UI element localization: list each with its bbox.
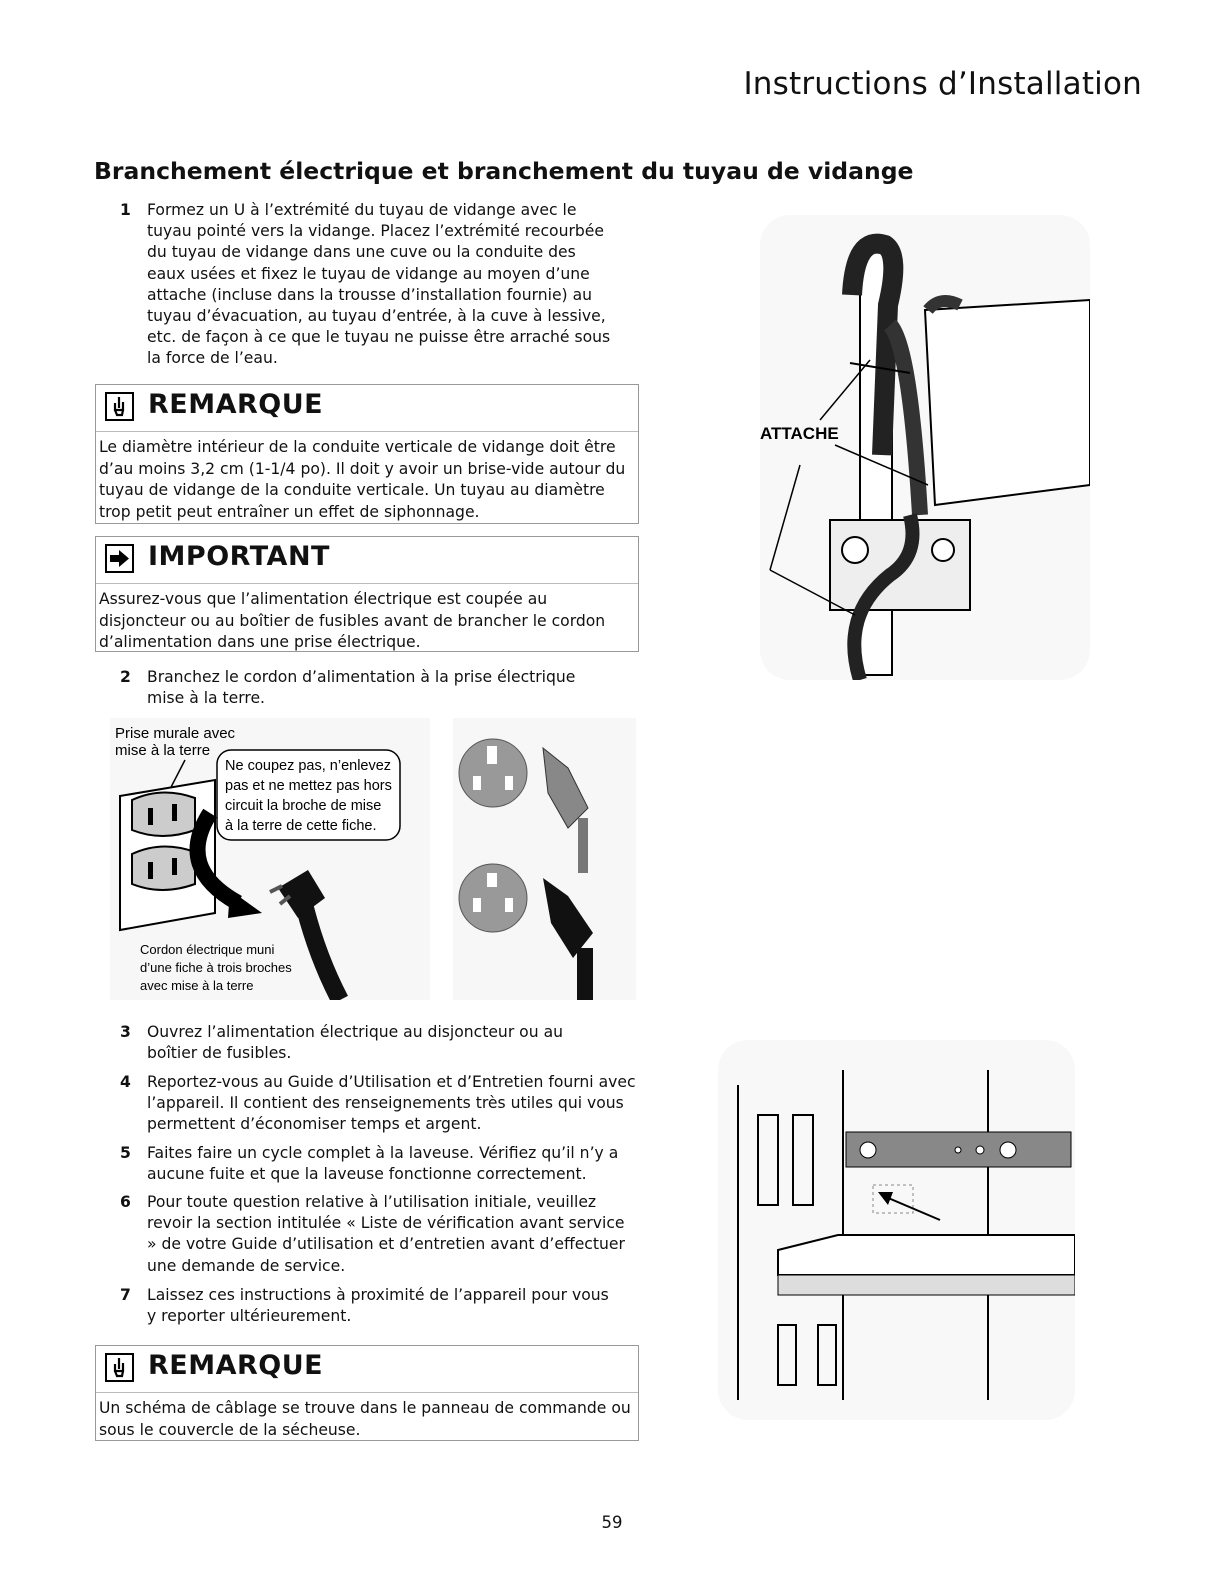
step-4: [120, 1072, 640, 1138]
outlet-caption-line1: Prise murale avec: [115, 725, 236, 742]
step-text: Branchez le cordon d’alimentation à la prise électrique mise à la terre.: [147, 668, 576, 708]
note-label: REMARQUE: [148, 1350, 324, 1381]
warning-line4: à la terre de cette fiche.: [225, 818, 377, 834]
cord-caption-line2: d’une fiche à trois broches: [140, 960, 292, 975]
step-number: 3: [120, 1023, 131, 1041]
note-box-2: [95, 1345, 639, 1441]
step-text: Faites faire un cycle complet à la laveuse. Vérifiez qu’il n’y a aucune fuite et que la laveuse fonctionne correctement.: [147, 1144, 619, 1184]
step-6: [120, 1192, 640, 1280]
cord-caption-line1: Cordon électrique muni: [140, 942, 275, 957]
note-label: REMARQUE: [148, 389, 324, 420]
step-number: 4: [120, 1073, 131, 1091]
note-text: Le diamètre intérieur de la conduite verticale de vidange doit être d’au moins 3,2 cm (1-1/4 po). Il doit y avoir un brise-vide autour du tuyau de vidange de la conduite verticale. Un tuyau au diamètre trop petit peut entraîner un effet de siphonnage.: [99, 438, 626, 521]
step-number: 2: [120, 668, 131, 686]
outlet-caption-line2: mise à la terre: [115, 742, 211, 759]
important-label: IMPORTANT: [148, 541, 330, 572]
arrow-right-icon: [105, 544, 134, 573]
step-text: Pour toute question relative à l’utilisation initiale, veuillez revoir la section intitulée « Liste de vérification avant service » de votre Guide d’utilisation et d’entretien avant d’effectuer une demande de service.: [147, 1193, 625, 1275]
step-2: [120, 667, 620, 711]
plug-types-figure: [453, 718, 636, 1000]
note-hand-icon: [105, 1353, 134, 1382]
warning-line1: Ne coupez pas, n’enlevez: [225, 758, 392, 774]
warning-line2: pas et ne mettez pas hors: [225, 778, 392, 794]
note-box: [95, 384, 639, 524]
page-number: 59: [601, 1513, 623, 1532]
cord-caption-line3: avec mise à la terre: [140, 978, 254, 993]
step-text: Reportez-vous au Guide d’Utilisation et d’Entretien fourni avec l’appareil. Il contient des renseignements très utiles qui vous permettent d’économiser temps et argent.: [147, 1073, 636, 1134]
laundry-center-figure: [718, 1040, 1075, 1420]
note-hand-icon: [105, 392, 134, 421]
note-header: [96, 1346, 638, 1393]
step-text: Laissez ces instructions à proximité de l’appareil pour vous y reporter ultérieurement.: [147, 1286, 609, 1326]
step-number: 5: [120, 1144, 131, 1162]
important-box: [95, 536, 639, 652]
step-3: [120, 1022, 620, 1066]
step-5: [120, 1143, 640, 1187]
important-header: [96, 537, 638, 584]
important-text: Assurez-vous que l’alimentation électrique est coupée au disjoncteur ou au boîtier de fusibles avant de brancher le cordon d’alimentation dans une prise électrique.: [99, 590, 606, 651]
note-text: Un schéma de câblage se trouve dans le panneau de commande ou sous le couvercle de la sécheuse.: [99, 1399, 631, 1439]
step-text: Ouvrez l’alimentation électrique au disjoncteur ou au boîtier de fusibles.: [147, 1023, 564, 1063]
outlet-plug-figure: [110, 718, 430, 1000]
step-number: 7: [120, 1286, 131, 1304]
warning-line3: circuit la broche de mise: [225, 798, 382, 814]
attache-label: ATTACHE: [760, 424, 839, 443]
note-header: [96, 385, 638, 432]
step-number: 1: [120, 201, 131, 219]
drain-hose-figure: [760, 215, 1090, 680]
step-text: Formez un U à l’extrémité du tuyau de vidange avec le tuyau pointé vers la vidange. Placez l’extrémité recourbée du tuyau de vidange dans une cuve ou la conduite des eaux usées et fixez le tuyau de vidange au moyen d’une attache (incluse dans la trousse d’installation fournie) au tuyau d’évacuation, au tuyau d’entrée, à la cuve à lessive, etc. de façon à ce que le tuyau ne puisse être arraché sous la force de l’eau.: [147, 201, 611, 368]
step-1: [120, 200, 620, 370]
step-number: 6: [120, 1193, 131, 1211]
page-header-title: Instructions d’Installation: [743, 66, 1142, 102]
section-title: Branchement électrique et branchement du tuyau de vidange: [94, 157, 914, 185]
step-7: [120, 1285, 620, 1329]
